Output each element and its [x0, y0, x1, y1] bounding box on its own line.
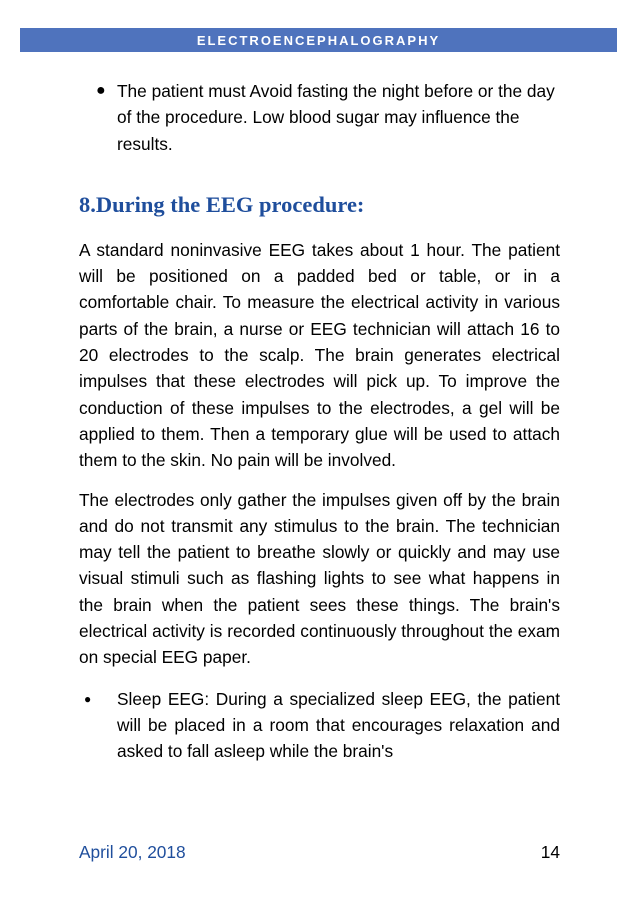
bullet-text: Sleep EEG: During a specialized sleep EEG, the patient will be placed in a room that encourages relaxation and asked to fall asleep while the brain's	[117, 688, 560, 762]
bullet-dot-icon: ●	[84, 691, 92, 706]
bullet-item-sleep-eeg	[79, 686, 560, 765]
footer-date: April 20, 2018	[79, 842, 186, 862]
section-heading: 8.During the EEG procedure:	[79, 191, 365, 217]
paragraph-standard-eeg: A standard noninvasive EEG takes about 1 hour. The patient will be positioned on a padded bed or table, or in a comfortable chair. To measure the electrical activity in various parts of the brain, a nurse or EEG technician will attach 16 to 20 electrodes to the scalp. The brain generates electrical impulses that these electrodes will pick up. To improve the conduction of these impulses to the electrodes, a gel will be applied to them. Then a temporary glue will be used to attach them to the skin. No pain will be involved.	[79, 239, 560, 471]
header-title: ELECTROENCEPHALOGRAPHY	[196, 32, 441, 48]
page-number: 14	[540, 842, 560, 862]
paragraph-electrodes: The electrodes only gather the impulses given off by the brain and do not transmit any stimulus to the brain. The technician may tell the patient to breathe slowly or quickly and may use visual stimuli such as flashing lights to see what happens in the brain when the patient sees these things. The brain's electrical activity is recorded continuously throughout the exam on special EEG paper.	[79, 489, 560, 668]
bullet-item-fasting	[79, 78, 560, 157]
page-content	[79, 78, 560, 765]
bullet-text: The patient must Avoid fasting the night before or the day of the procedure. Low blood sugar may influence the results.	[117, 81, 555, 154]
bullet-dot-icon: ●	[96, 82, 106, 99]
page-header-band	[20, 28, 617, 52]
